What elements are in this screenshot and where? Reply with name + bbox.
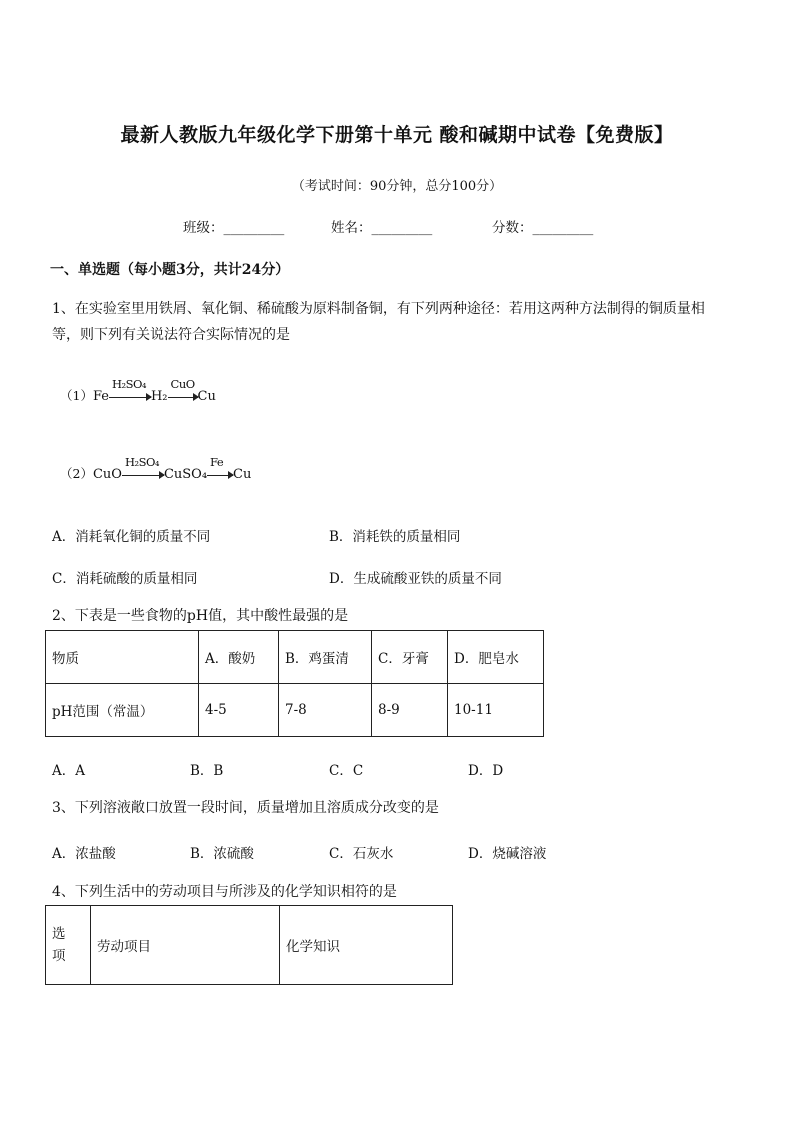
q1-option-a[interactable]: A．消耗氧化铜的质量不同 <box>52 529 211 545</box>
table-cell: C．牙膏 <box>372 631 448 684</box>
arrow-icon <box>122 454 164 480</box>
q1-stem-line2: 等，则下列有关说法符合实际情况的是 <box>52 327 290 343</box>
q1-route1 <box>60 376 216 404</box>
route2-reagent1: H₂SO₄ <box>124 454 159 469</box>
route1-start: Fe <box>92 389 109 404</box>
q3-option-c[interactable]: C．石灰水 <box>329 846 394 862</box>
table-cell: 4-5 <box>199 684 279 737</box>
route2-start: CuO <box>92 467 122 482</box>
exam-subtitle: （考试时间：90分钟，总分100分） <box>291 179 503 194</box>
q1-route2 <box>60 454 252 482</box>
table-row <box>46 906 453 985</box>
q2-ph-table <box>45 630 544 737</box>
q2-option-d[interactable]: D．D <box>468 763 504 779</box>
q3-option-d[interactable]: D．烧碱溶液 <box>468 846 547 862</box>
q1-option-d[interactable]: D．生成硫酸亚铁的质量不同 <box>329 571 502 587</box>
route1-end: Cu <box>197 389 216 404</box>
q2-option-b[interactable]: B．B <box>190 763 224 779</box>
q2-option-a[interactable]: A．A <box>52 763 85 779</box>
table-cell: 8-9 <box>372 684 448 737</box>
class-field: 班级：_________ <box>183 220 285 236</box>
route2-reagent2: Fe <box>210 454 224 469</box>
table-row <box>46 631 544 684</box>
arrow-icon <box>207 454 233 480</box>
route1-reagent1: H₂SO₄ <box>111 376 147 391</box>
table-cell: 化学知识 <box>280 906 453 985</box>
table-cell <box>46 906 91 985</box>
name-field: 姓名：_________ <box>331 220 433 236</box>
table-cell: D．肥皂水 <box>448 631 544 684</box>
q2-option-c[interactable]: C．C <box>329 763 364 779</box>
exam-title: 最新人教版九年级化学下册第十单元 酸和碱期中试卷【免费版】 <box>120 124 674 146</box>
q4-col1-line1: 选 <box>52 926 66 942</box>
table-cell: A．酸奶 <box>199 631 279 684</box>
table-cell: B．鸡蛋清 <box>279 631 372 684</box>
route2-label: （2） <box>60 466 93 481</box>
route2-end: Cu <box>233 467 252 482</box>
table-cell: 7-8 <box>279 684 372 737</box>
q2-stem: 2、下表是一些食物的pH值，其中酸性最强的是 <box>52 608 349 624</box>
q4-stem: 4、下列生活中的劳动项目与所涉及的化学知识相符的是 <box>52 884 397 900</box>
section-heading: 一、单选题（每小题3分，共计24分） <box>50 262 290 278</box>
table-cell: 劳动项目 <box>91 906 280 985</box>
route1-label: （1） <box>60 388 93 403</box>
q4-table <box>45 905 453 985</box>
q1-option-b[interactable]: B．消耗铁的质量相同 <box>329 529 461 545</box>
arrow-icon <box>109 376 151 402</box>
table-cell: 物质 <box>46 631 199 684</box>
route2-mid: CuSO₄ <box>163 467 208 482</box>
q4-col1-line2: 项 <box>52 948 66 964</box>
route1-reagent2: CuO <box>170 376 195 391</box>
score-field: 分数：_________ <box>492 220 594 236</box>
table-cell: 10-11 <box>448 684 544 737</box>
q3-stem: 3、下列溶液敞口放置一段时间，质量增加且溶质成分改变的是 <box>52 800 439 816</box>
q3-option-a[interactable]: A．浓盐酸 <box>52 846 116 862</box>
table-row <box>46 684 544 737</box>
arrow-icon <box>168 376 198 402</box>
route1-mid: H₂ <box>150 389 168 404</box>
q1-option-c[interactable]: C．消耗硫酸的质量相同 <box>52 571 198 587</box>
q1-stem-line1: 1、在实验室里用铁屑、氧化铜、稀硫酸为原料制备铜，有下列两种途径：若用这两种方法制得的铜质量相 <box>52 301 705 317</box>
table-cell: pH范围（常温） <box>46 684 199 737</box>
q3-option-b[interactable]: B．浓硫酸 <box>190 846 254 862</box>
